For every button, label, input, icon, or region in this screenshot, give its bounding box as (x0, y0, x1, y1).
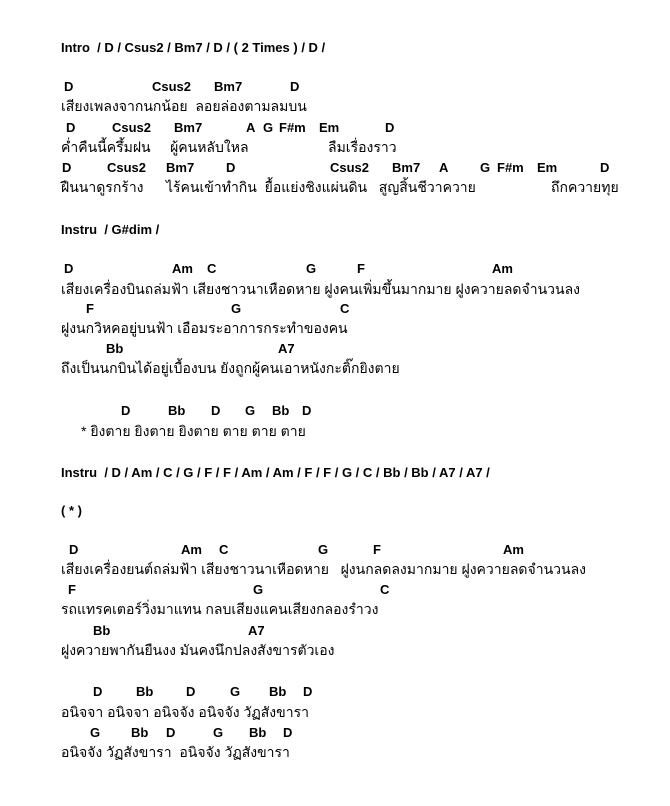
chord-text: C (380, 582, 390, 597)
chord-text: G (90, 725, 101, 740)
chord-text: A (439, 160, 449, 175)
chord-text: Csus2 (330, 160, 370, 175)
chord-text: D (283, 725, 293, 740)
chord-text: ( * ) (61, 503, 82, 518)
chord-text: F (373, 542, 381, 557)
chord-text: D (62, 160, 72, 175)
lyric-text: อนิจจา อนิจจา อนิจจัง อนิจจัง วัฏสังขารา (61, 704, 309, 720)
lyric-text: เสียงเครื่องยนต์ถล่มฟ้า เสียงชาวนาเหือดหาย ฝูงนกลดลงมากมาย ฝูงควายลดจำนวนลง (61, 561, 586, 577)
chord-text: D (64, 79, 74, 94)
lyric-text: ค่ำคืนนี้ครึ้มฝน ผู้คนหลับใหล (61, 139, 249, 155)
chord-text: G (306, 261, 317, 276)
chord-text: Csus2 (152, 79, 192, 94)
chord-text: Bb (106, 341, 124, 356)
chord-text: G (318, 542, 329, 557)
chord-text: Am (172, 261, 193, 276)
chord-text: Intro / D / Csus2 / Bm7 / D / ( 2 Times ) / D / (61, 40, 326, 55)
chord-text: D (66, 120, 76, 135)
chord-text: D (211, 403, 221, 418)
chord-text: G (480, 160, 491, 175)
chord-text: C (219, 542, 229, 557)
chord-text: Bb (249, 725, 267, 740)
chord-text: Bb (168, 403, 186, 418)
chord-text: A7 (248, 623, 265, 638)
lyric-text: ฝืนนาดูรกร้าง (61, 179, 144, 195)
chord-text: C (340, 301, 350, 316)
chord-text: Instru / D / Am / C / G / F / F / Am / Am / F / F / G / C / Bb / Bb / A7 / A7 / (61, 465, 490, 480)
chord-text: Bb (269, 684, 287, 699)
chord-text: Bb (272, 403, 290, 418)
lyric-text: ฝูงนกวิหคอยู่บนฟ้า เอือมระอาการกระทำของคน (61, 320, 348, 336)
chord-text: F#m (497, 160, 524, 175)
chord-text: F (357, 261, 365, 276)
chord-text: Bm7 (166, 160, 195, 175)
chord-text: D (303, 684, 313, 699)
chord-text: G (253, 582, 264, 597)
chord-text: D (64, 261, 74, 276)
chord-text: G (213, 725, 224, 740)
chord-text: D (302, 403, 312, 418)
chord-text: F (86, 301, 94, 316)
chord-text: D (69, 542, 79, 557)
chord-text: D (186, 684, 196, 699)
chord-text: Bm7 (174, 120, 203, 135)
lyric-text: เสียงเครื่องบินถล่มฟ้า เสียงชาวนาเหือดหาย ฝูงคนเพิ่มขึ้นมากมาย ฝูงควายลดจำนวนลง (61, 281, 580, 297)
chord-text: Instru / G#dim / (61, 222, 160, 237)
chord-text: D (93, 684, 103, 699)
chord-text: Am (181, 542, 202, 557)
chord-text: Am (492, 261, 513, 276)
lyric-text: อนิจจัง วัฏสังขารา อนิจจัง วัฏสังขารา (61, 744, 290, 760)
chord-text: D (385, 120, 395, 135)
lyric-text: ถึงเป็นนกบินได้อยู่เบื้องบน ยังถูกผู้คนเอาหนังกะติ๊กยิงตาย (61, 360, 400, 376)
chord-text: D (290, 79, 300, 94)
chord-text: Bm7 (392, 160, 421, 175)
chord-text: Em (537, 160, 558, 175)
chord-text: Bb (93, 623, 111, 638)
chord-text: Bb (131, 725, 149, 740)
chord-text: Am (503, 542, 524, 557)
chord-text: Csus2 (107, 160, 147, 175)
chord-text: Csus2 (112, 120, 152, 135)
lyric-text: ลืมเรื่องราว (328, 139, 397, 155)
lyric-text: รถแทรคเตอร์วิ่งมาแทน กลบเสียงแคนเสียงกลองรำวง (61, 601, 379, 617)
chord-text: F#m (279, 120, 306, 135)
lyric-text: ฝูงควายพากันยืนงง มันคงนึกปลงสังขารตัวเอง (61, 642, 335, 658)
chord-text: G (263, 120, 274, 135)
chord-text: D (121, 403, 131, 418)
chord-text: G (230, 684, 241, 699)
chord-text: D (166, 725, 176, 740)
chord-text: D (600, 160, 610, 175)
chord-text: F (68, 582, 76, 597)
chord-text: Em (319, 120, 340, 135)
chord-text: A7 (278, 341, 295, 356)
chord-text: G (245, 403, 256, 418)
chord-text: A (246, 120, 256, 135)
lyric-text: ถึกควายทุย (551, 179, 619, 195)
lyric-text: * ยิงตาย ยิงตาย ยิงตาย ตาย ตาย ตาย (81, 423, 306, 439)
chord-text: C (207, 261, 217, 276)
lyric-text: ไร้คนเข้าทำกิน ยื้อแย่งชิงแผ่นดิน สูญสิ้นชีวาควาย (166, 179, 476, 195)
lyric-text: เสียงเพลงจากนกน้อย ลอยล่องตามลมบน (61, 98, 307, 114)
chord-text: D (226, 160, 236, 175)
chord-text: Bb (136, 684, 154, 699)
chord-text: Bm7 (214, 79, 243, 94)
chord-text: G (231, 301, 242, 316)
